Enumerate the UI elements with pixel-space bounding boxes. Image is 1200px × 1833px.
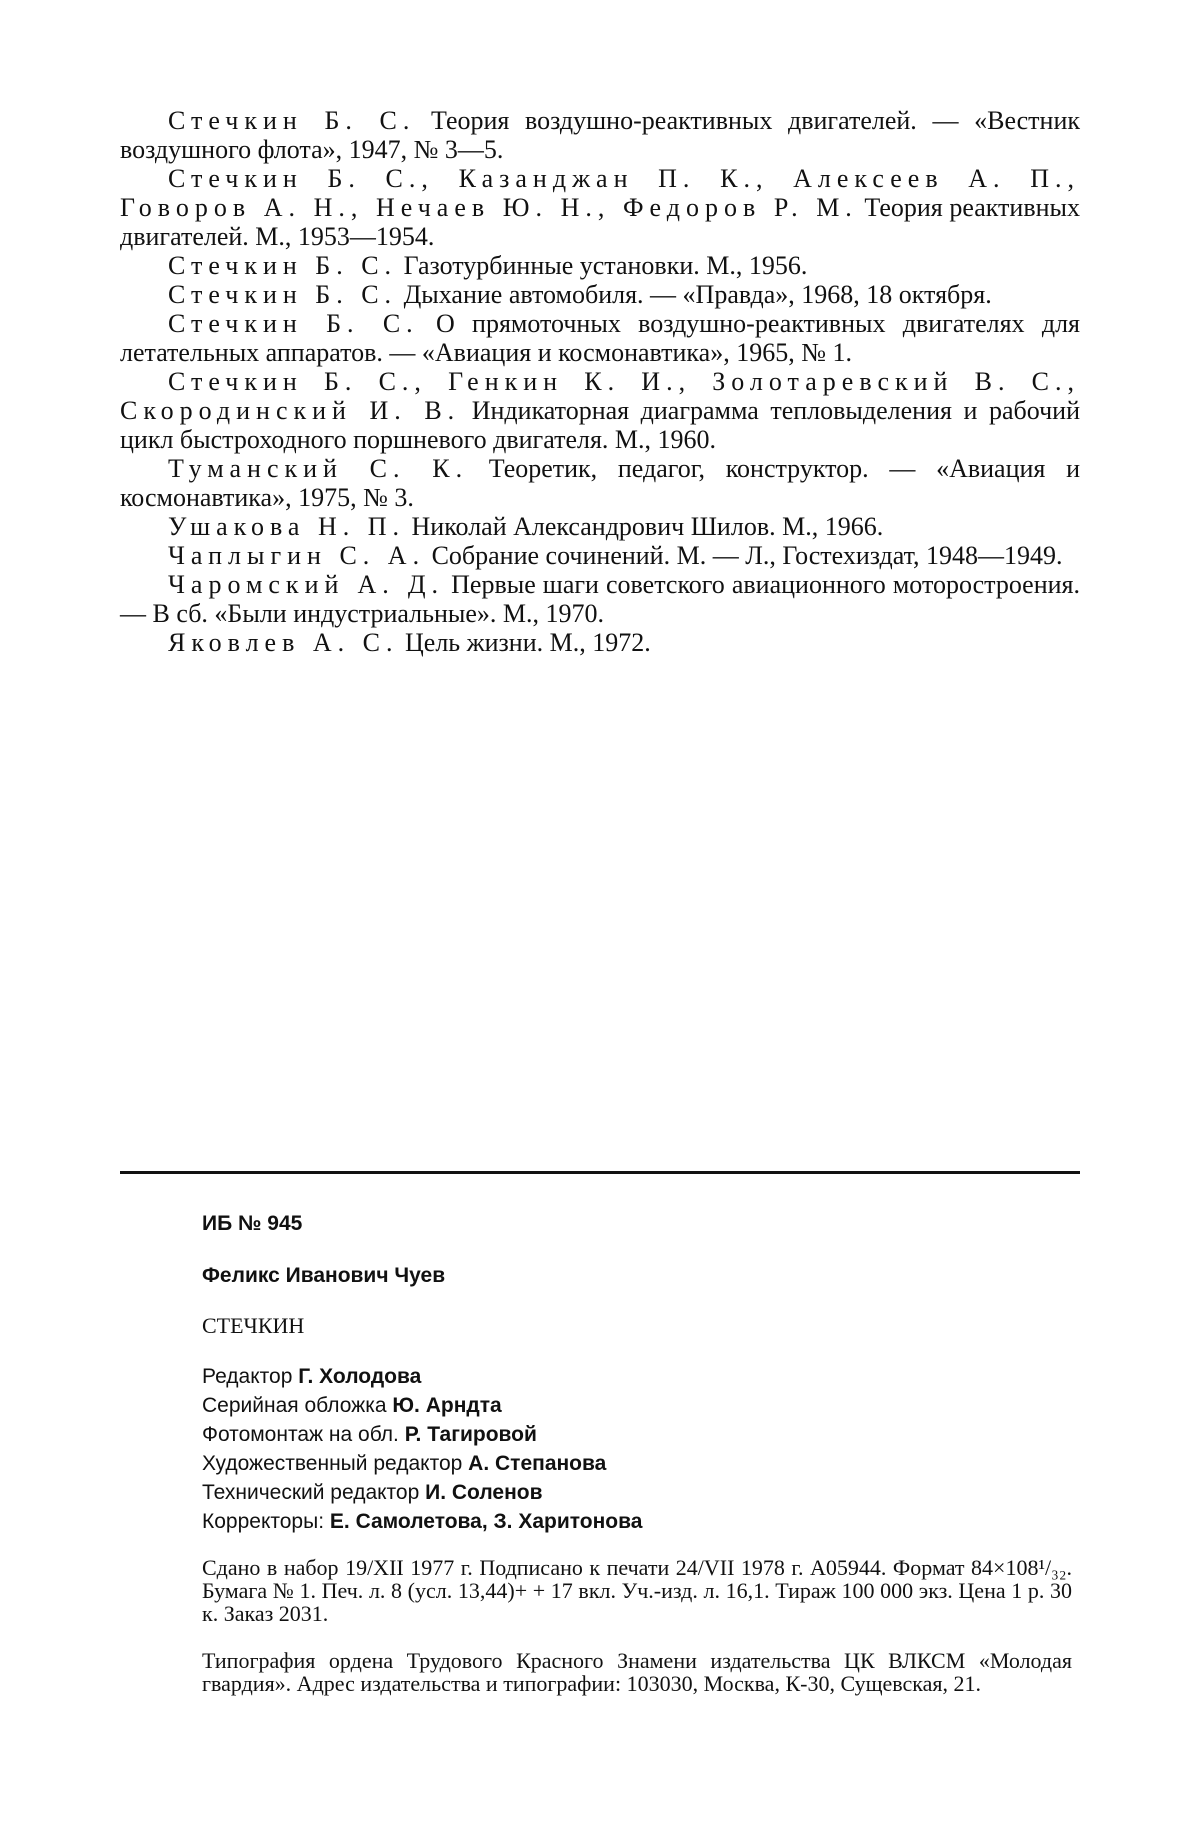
- credit-line: [202, 1478, 1082, 1507]
- entry-text: Дыхание автомобиля. — «Правда», 1968, 18 октября.: [397, 280, 992, 309]
- bibliography-entry: [120, 628, 1080, 657]
- credit-line: [202, 1420, 1082, 1449]
- publication-details: Сдано в набор 19/XII 1977 г. Подписано к печати 24/VII 1978 г. А05944. Формат 84×108¹/₃₂. Бумага № 1. Печ. л. 8 (усл. 13,44)+ + 17 вкл. Уч.-изд. л. 16,1. Тираж 100 000 экз. Цена 1 р. 30 к. Заказ 2031.: [202, 1555, 1072, 1626]
- credit-name: Е. Самолетова, З. Харитонова: [329, 1510, 643, 1533]
- bibliography-entry: [120, 541, 1080, 570]
- bibliography-entry: [120, 164, 1080, 251]
- ib-number: ИБ № 945: [202, 1212, 303, 1235]
- entry-text: Газотурбинные установки. М., 1956.: [397, 251, 808, 280]
- entry-text: Теория реактивных двигателей. М., 1953—1954.: [120, 193, 1080, 251]
- entry-text: Теория воздушно-реактивных двигателей. — «Вестник воздушного флота», 1947, № 3—5.: [120, 106, 1081, 164]
- entry-author: Чаромский А. Д.: [168, 570, 445, 599]
- entry-author: Чаплыгин С. А.: [168, 541, 426, 570]
- bibliography-entry: [120, 106, 1080, 164]
- credit-role: Художественный редактор: [202, 1452, 469, 1475]
- credit-role: Серийная обложка: [202, 1394, 393, 1417]
- bibliography-entry: [120, 251, 1080, 280]
- printing-house-info: Типография ордена Трудового Красного Знамени издательства ЦК ВЛКСМ «Молодая гвардия». Адрес издательства и типографии: 103030, Москва, К-30, Сущевская, 21.: [202, 1648, 1072, 1696]
- bibliography-entry: [120, 280, 1080, 309]
- imprint-block: [202, 1210, 1082, 1719]
- credits-list: [202, 1362, 1082, 1536]
- entry-author: Стечкин Б. С., Казанджан П. К., Алексеев А. П., Говоров А. Н., Нечаев Ю. Н., Федоров Р. М.: [120, 164, 1080, 222]
- bibliography-entry: [120, 309, 1080, 367]
- entry-author: Туманский С. К.: [168, 454, 469, 483]
- entry-text: Цель жизни. М., 1972.: [398, 628, 651, 657]
- entry-text: Собрание сочинений. М. — Л., Гостехиздат, 1948—1949.: [425, 541, 1063, 570]
- entry-author: Стечкин Б. С., Генкин К. И., Золотаревский В. С., Скородинский И. В.: [120, 367, 1080, 425]
- bibliography-list: [120, 106, 1080, 657]
- entry-author: Стечкин Б. С.: [168, 251, 398, 280]
- credit-line: [202, 1507, 1082, 1536]
- credit-name: Ю. Арндта: [392, 1394, 502, 1417]
- entry-text: Индикаторная диаграмма тепловыделения и рабочий цикл быстроходного поршневого двигателя. М., 1960.: [120, 396, 1080, 454]
- bibliography-entry: [120, 570, 1080, 628]
- section-divider: [120, 1171, 1080, 1174]
- entry-author: Яковлев А. С.: [168, 628, 399, 657]
- entry-text: Николай Александрович Шилов. М., 1966.: [405, 512, 884, 541]
- credit-name: Р. Тагировой: [404, 1423, 537, 1446]
- credit-role: Технический редактор: [202, 1481, 426, 1504]
- credit-name: Г. Холодова: [298, 1365, 422, 1388]
- bibliography-entry: [120, 512, 1080, 541]
- entry-author: Стечкин Б. С.: [168, 106, 416, 135]
- book-author: Феликс Иванович Чуев: [202, 1264, 446, 1287]
- credit-role: Корректоры:: [202, 1510, 330, 1533]
- entry-text: Первые шаги советского авиационного моторостроения. — В сб. «Были индустриальные». М., 1970.: [120, 570, 1080, 628]
- entry-author: Ушакова Н. П.: [168, 512, 406, 541]
- entry-author: Стечкин Б. С.: [168, 309, 419, 338]
- bibliography-entry: [120, 454, 1080, 512]
- book-title: СТЕЧКИН: [202, 1313, 305, 1338]
- credit-name: А. Степанова: [468, 1452, 607, 1475]
- credit-role: Фотомонтаж на обл.: [202, 1423, 405, 1446]
- bibliography-entry: [120, 367, 1080, 454]
- credit-role: Редактор: [202, 1365, 299, 1388]
- credit-line: [202, 1362, 1082, 1391]
- entry-text: О прямоточных воздушно-реактивных двигателях для летательных аппаратов. — «Авиация и космонавтика», 1965, № 1.: [120, 309, 1080, 367]
- credit-line: [202, 1449, 1082, 1478]
- credit-name: И. Соленов: [425, 1481, 543, 1504]
- credit-line: [202, 1391, 1082, 1420]
- entry-author: Стечкин Б. С.: [168, 280, 398, 309]
- entry-text: Теоретик, педагог, конструктор. — «Авиация и космонавтика», 1975, № 3.: [120, 454, 1080, 512]
